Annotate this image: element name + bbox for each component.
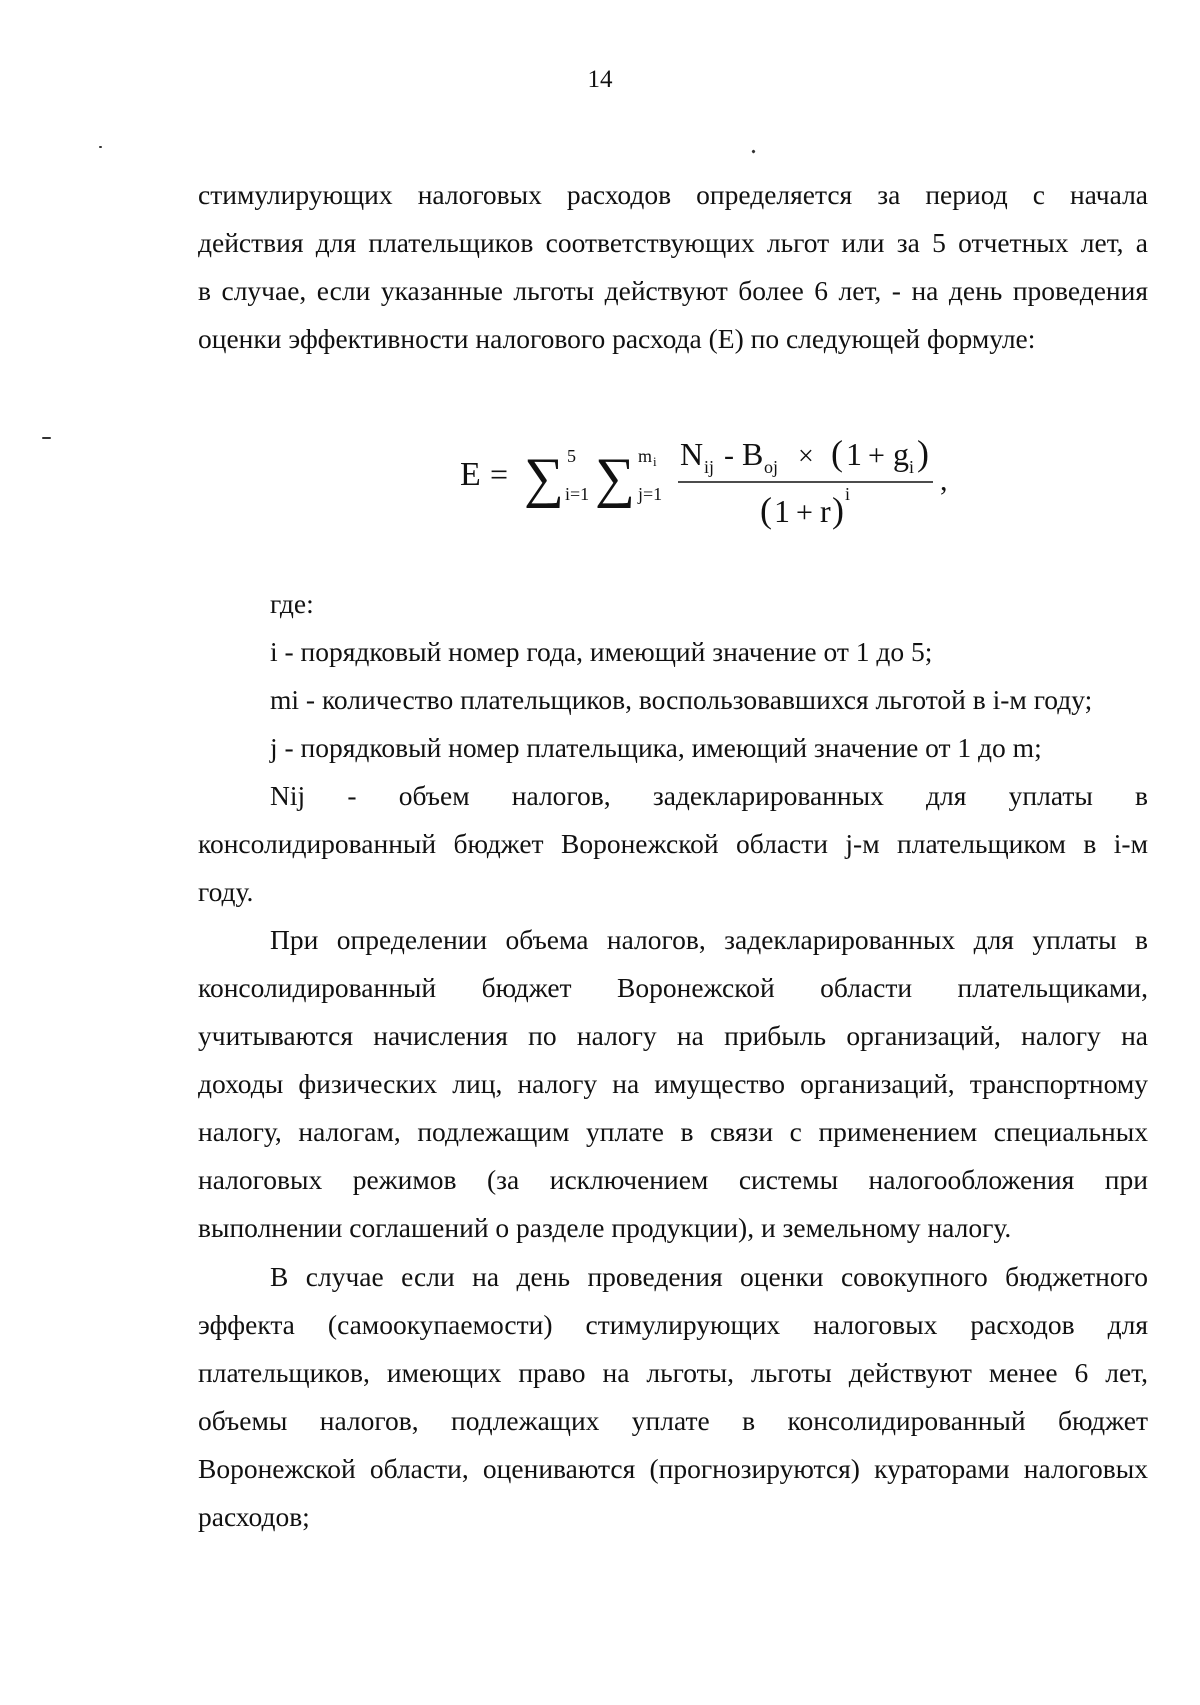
where-label: где: <box>270 588 314 619</box>
definition-i: i - порядковый номер года, имеющий значение от 1 до 5; <box>270 636 933 667</box>
nij-line: Nij - объем налогов, задекларированных для уплаты в <box>270 780 1148 811</box>
definitions <box>198 580 1148 772</box>
paragraph-line: налоговых режимов (за исключением системы налогообложения при <box>198 1164 1148 1195</box>
paragraph-line: учитываются начисления по налогу на прибыль организаций, налогу на <box>198 1020 1148 1051</box>
sum2-lower: j=1 <box>638 484 663 504</box>
num-n-sub: ij <box>704 457 715 477</box>
den-r: r <box>820 493 831 529</box>
den-paren-close: ) <box>832 490 844 530</box>
nij-line: консолидированный бюджет Воронежской области j-м плательщиком в i-м <box>198 828 1148 859</box>
paragraph-line: доходы физических лиц, налогу на имущество организаций, транспортному <box>198 1068 1148 1099</box>
den-plus: + <box>796 496 813 529</box>
intro-line: действия для плательщиков соответствующих льгот или за 5 отчетных лет, а <box>198 227 1148 258</box>
paragraph-line: выполнении соглашений о разделе продукции), и земельному налогу. <box>198 1212 1012 1243</box>
num-one: 1 <box>846 436 862 472</box>
formula-equals: = <box>490 456 509 492</box>
paragraph-line: эффекта (самоокупаемости) стимулирующих налоговых расходов для <box>198 1309 1148 1340</box>
num-g: g <box>893 436 909 472</box>
num-minus: - <box>724 439 734 472</box>
sum-sign: ∑ <box>595 447 635 509</box>
definition-mi: mi - количество плательщиков, воспользовавшихся льготой в i-м году; <box>270 684 1093 715</box>
num-b: B <box>742 436 764 472</box>
num-paren-open: ( <box>831 433 843 473</box>
num-times: × <box>798 441 814 472</box>
den-paren-open: ( <box>760 490 772 530</box>
den-one: 1 <box>774 493 790 529</box>
formula <box>460 428 980 538</box>
num-paren-close: ) <box>917 433 929 473</box>
formula-trailing-comma: , <box>940 464 948 497</box>
nij-line: году. <box>198 876 254 907</box>
scan-speck <box>751 149 755 153</box>
intro-line: в случае, если указанные льготы действуют более 6 лет, - на день проведения <box>198 275 1148 306</box>
page-number: 14 <box>587 66 613 93</box>
paragraph-line: При определении объема налогов, задекларированных для уплаты в <box>270 924 1148 955</box>
scan-speck <box>99 146 102 148</box>
paragraph-line: объемы налогов, подлежащих уплате в консолидированный бюджет <box>198 1405 1148 1436</box>
scan-speck <box>42 437 51 439</box>
sum-sign: ∑ <box>524 447 564 509</box>
intro-paragraph <box>198 171 1148 363</box>
paragraph-line: консолидированный бюджет Воронежской области плательщиками, <box>198 972 1148 1003</box>
sum2-upper-sub: i <box>653 454 657 469</box>
definition-j: j - порядковый номер плательщика, имеющий значение от 1 до m; <box>270 732 1042 763</box>
num-n: N <box>680 436 704 472</box>
intro-line: стимулирующих налоговых расходов определяется за период с начала <box>198 179 1148 210</box>
num-b-sub: oj <box>764 457 779 477</box>
paragraph-line: Воронежской области, оцениваются (прогнозируются) кураторами налоговых <box>198 1453 1148 1484</box>
formula-lhs: E <box>460 456 481 493</box>
paragraph-taxes <box>198 916 1148 1252</box>
intro-line: оценки эффективности налогового расхода (E) по следующей формуле: <box>198 323 1036 354</box>
nij-definition <box>198 772 1148 916</box>
sum1-upper: 5 <box>567 446 576 466</box>
sum2-upper: m <box>638 446 653 466</box>
paragraph-line: плательщиков, имеющих право на льготы, льготы действуют менее 6 лет, <box>198 1357 1148 1388</box>
paragraph-line: налогу, налогам, подлежащим уплате в связи с применением специальных <box>198 1116 1148 1147</box>
paragraph-line: расходов; <box>198 1501 310 1532</box>
formula-svg <box>460 428 980 538</box>
num-g-sub: i <box>909 457 915 477</box>
num-plus: + <box>868 439 885 472</box>
paragraph-line: В случае если на день проведения оценки совокупного бюджетного <box>270 1261 1148 1292</box>
sum1-lower: i=1 <box>565 484 590 504</box>
den-exp: i <box>845 484 851 504</box>
paragraph-forecast <box>198 1253 1148 1541</box>
